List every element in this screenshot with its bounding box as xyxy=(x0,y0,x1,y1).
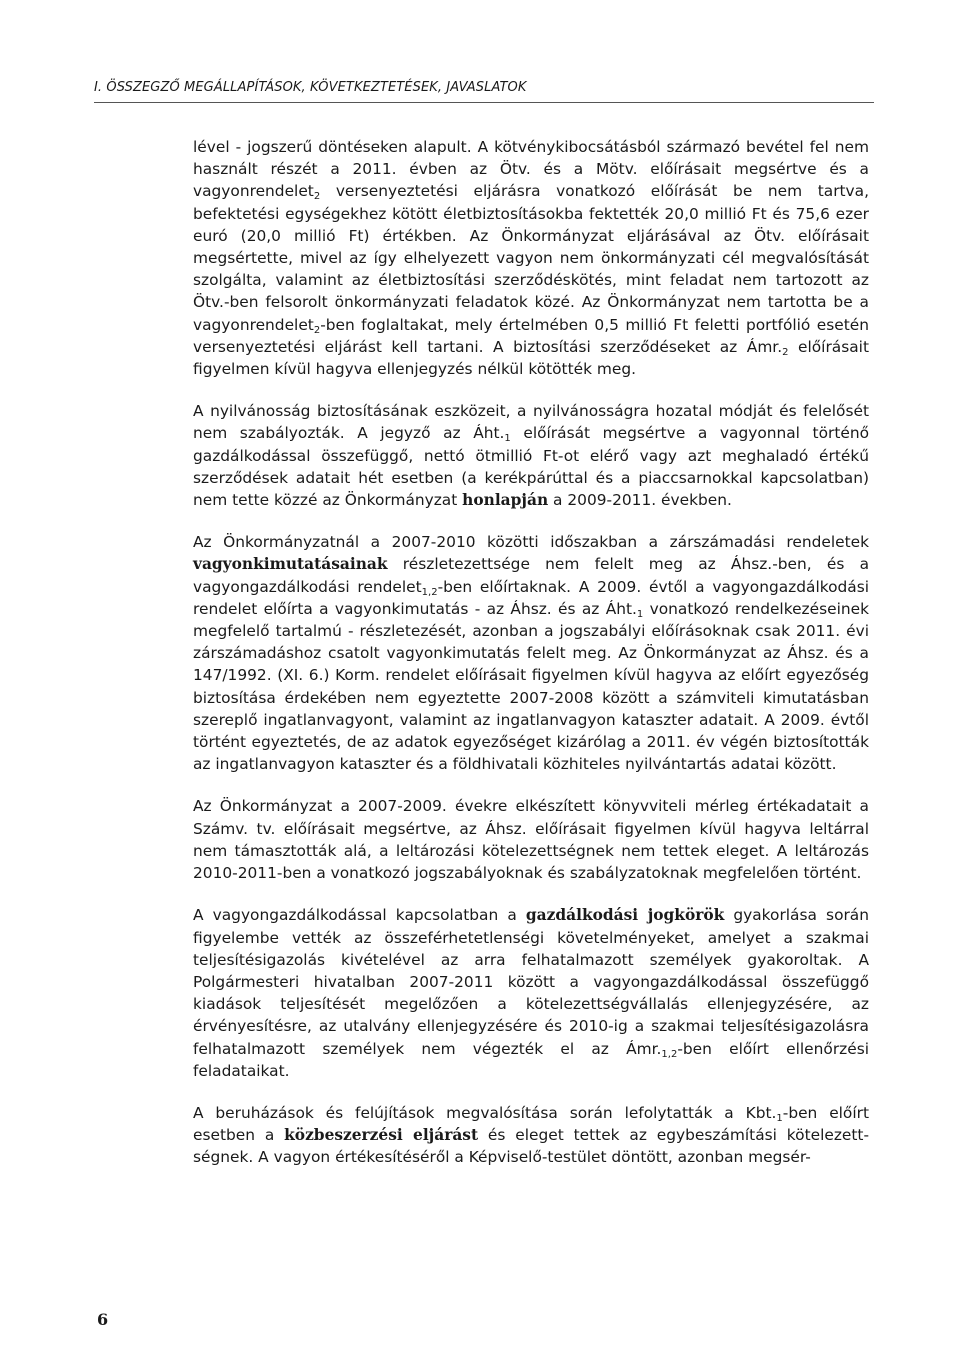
text-run: -ben előírtaknak. A 2009. évtől a vagyongazdálkodási rendelet előírta a vagyonkimutatás - az Áhsz. és az Áht. xyxy=(193,577,869,618)
text-run: -ben foglaltakat, mely értelmében 0,5 millió Ft feletti portfólió esetén versenyeztetési eljárást kell tartani. A biztosítási szerződéseket az Ámr. xyxy=(193,315,869,356)
subscript: 2 xyxy=(782,346,789,358)
subscript: 1,2 xyxy=(421,586,438,598)
subscript: 1 xyxy=(636,608,644,620)
paragraph xyxy=(193,136,869,380)
page-number: 6 xyxy=(97,1310,109,1329)
subscript: 1 xyxy=(776,1112,783,1124)
text-run: -ben előírt esetben a xyxy=(193,1103,869,1145)
bold-term: gazdálkodási jogkörök xyxy=(525,906,725,925)
header-divider xyxy=(94,102,874,103)
subscript: 1 xyxy=(504,433,511,445)
paragraph xyxy=(193,795,869,884)
bold-term: honlapján xyxy=(462,491,549,510)
body-text xyxy=(193,136,869,1189)
bold-term: vagyonkimutatásainak xyxy=(193,555,388,574)
text-run: A vagyongazdálkodással kapcsolatban a xyxy=(193,906,526,925)
paragraph xyxy=(193,400,869,511)
text-run: előírását megsértve a vagyonnal történő gazdálkodással összefüggő, nettó ötmillió Ft-ot elérő vagy azt meghaladó értékű szerződések adatait hét esetben (a kerékpárúttal és a piaccsarnokkal kapcsolatban) nem tette közzé az Önkormányzat xyxy=(193,424,869,510)
paragraph xyxy=(193,904,869,1082)
text-run: versenyeztetési eljárásra vonatkozó előírását be nem tartva, befektetési egységekhez kötött életbiztosításokba fektették 20,0 millió Ft és 75,6 ezer euró (20,0 millió Ft) értékben. Az Önkormányzat eljárásával az Ötv. előírásait megsértette, mivel az így elhelyezett vagyon nem önkormányzati cél megvalósítását szolgálta, valamint az életbiztosítási szerződéskötés, mint feladat nem tartozott az Ötv.-ben felsorolt önkormányzati feladatok közé. Az Önkormányzat nem tartotta be a vagyonrendelet xyxy=(193,182,869,334)
text-run: A nyilvánosság biztosításának eszközeit, a nyilvánosságra hozatal módját és felelősét nem szabályozták. A jegyző az Áht. xyxy=(193,402,869,443)
text-run: és eleget tettek az egybeszámítási kötelezettségnek. A vagyon értékesítéséről a Képviselő-testület döntött, azonban megsér- xyxy=(193,1126,870,1167)
subscript: 2 xyxy=(313,191,321,203)
text-run: lével - jogszerű döntéseken alapult. A kötvénykibocsátásból származó bevétel fel nem használt részét a 2011. évben az Ötv. és a Mötv. előírásait megsértve és a vagyonrendelet xyxy=(193,138,869,201)
text-run: gyakorlása során figyelembe vették az összeférhetetlenségi követelményeket, amelyet a szakmai teljesítésigazolás kivételével az arra felhatalmazott személyek gyakoroltak. A Polgármesteri hivatalban 2007-2011 között a vagyongazdálkodással összefüggő kiadások teljesítését megelőzően a kötelezettségvállalás ellenjegyzésére, az érvényesítésre, az utalvány ellenjegyzésére és 2010-ig a szakmai teljesítésigazolásra felhatalmazott személyek nem végezték el az Ámr. xyxy=(193,906,869,1058)
text-run: Az Önkormányzat a 2007-2009. évekre elkészített könyvviteli mérleg értékadatait a Számv. tv. előírásait megsértve, az Áhsz. előírásait figyelmen kívül hagyva leltárral nem támasztották alá, a leltározási kötelezettségnek nem tettek eleget. A leltározás 2010-2011-ben a vonatkozó jogszabályoknak és szabályzatoknak megfelelően történt. xyxy=(193,797,869,883)
subscript: 1,2 xyxy=(661,1048,678,1060)
paragraph xyxy=(193,531,869,775)
paragraph xyxy=(193,1102,869,1169)
running-header: I. ÖSSZEGZŐ MEGÁLLAPÍTÁSOK, KÖVETKEZTETÉSEK, JAVASLATOK xyxy=(94,80,527,95)
text-run: Az Önkormányzatnál a 2007-2010 közötti időszakban a zárszámadási rendeletek xyxy=(193,533,869,552)
text-run: vonatkozó rendelkezéseinek megfelelő tartalmú - részletezését, azonban a jogszabályi előírásoknak csak 2011. évi zárszámadáshoz csatolt vagyonkimutatás felelt meg. Az Önkormányzat az Áhsz. és a 147/1992. (XI. 6.) Korm. rendelet előírásait figyelmen kívül hagyva az előírt egyezőség biztosítása érdekében nem egyeztette 2007-2008 között a számviteli kimutatásban szereplő ingatlanvagyont, valamint az ingatlanvagyon kataszter adatait. A 2009. évtől történt egyeztetés, de az adatok egyezőséget kizárólag a 2011. év végén biztosították az ingatlanvagyon kataszter és a földhivatali közhiteles nyilvántartás adatai között. xyxy=(193,599,869,774)
bold-term: közbeszerzési eljárást xyxy=(284,1126,479,1145)
text-run: részletezettsége nem felelt meg az Áhsz.-ben, és a vagyongazdálkodási rendelet xyxy=(193,555,869,596)
text-run: -ben előírt ellenőrzési feladataikat. xyxy=(193,1039,869,1080)
text-run: a 2009-2011. években. xyxy=(548,491,732,510)
subscript: 2 xyxy=(313,324,321,336)
text-run: előírásait figyelmen kívül hagyva ellenjegyzés nélkül kötötték meg. xyxy=(193,337,869,379)
text-run: A beruházások és felújítások megvalósítása során lefolytatták a Kbt. xyxy=(193,1103,777,1122)
